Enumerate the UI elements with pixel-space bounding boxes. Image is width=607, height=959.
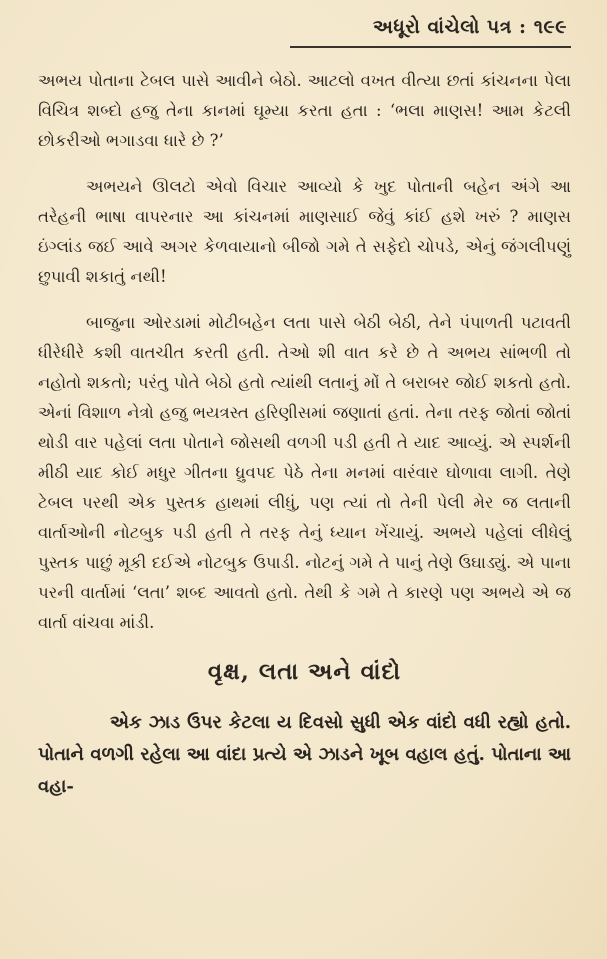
paragraph-2: અભયને ઊલટો એવો વિચાર આવ્યો કે ખુદ પોતાની બહેન અંગે આ તરેહની ભાષા વાપરનાર આ કાંચનમાં માણસાઈ જેવું કાંઈ હશે ખરું ? માણસ ઇંગ્લાંડ જઈ આવે અગર કેળવાયાનો બીજો ગમે તે સફેદો ચોપડે, એનું જંગલીપણું છુપાવી શકાતું નથી! <box>38 177 571 286</box>
story-opening-paragraph: એક ઝાડ ઉપર કેટલા ય દિવસો સુધી એક વાંદો વધી રહ્યો હતો. પોતાને વળગી રહેલા આ વાંદા પ્રત્યે એ ઝાડને ખૂબ વહાલ હતું. પોતાના આ વહા- <box>38 712 571 797</box>
header-rule <box>290 46 571 48</box>
running-header: અધૂરો વાંચેલો પત્ર : ૧૯૯ <box>372 16 567 38</box>
story-heading: વૃક્ષ, લતા અને વાંદો <box>207 658 402 685</box>
paragraph-1: અભય પોતાના ટેબલ પાસે આવીને બેઠો. આટલો વખત વીત્યા છતાં કાંચનના પેલા વિચિત્ર શબ્દો હજુ તેના કાનમાં ઘૂમ્યા કરતા હતા : ‘ભલા માણસ! આમ કેટલી છોકરીઓ ભગાડવા ધારે છે ?’ <box>38 71 571 150</box>
paragraph-3: બાજુના ઓરડામાં મોટીબહેન લતા પાસે બેઠી બેઠી, તેને પંપાળતી પટાવતી ધીરેધીરે કશી વાતચીત કરતી હતી. તેઓ શી વાત કરે છે તે અભય સાંભળી તો નહોતો શકતો; પરંતુ પોતે બેઠો હતો ત્યાંથી લતાનું મોં તે બરાબર જોઈ શકતો હતો. એનાં વિશાળ નેત્રો હજુ ભયત્રસ્ત હરિણીસમાં જણાતાં હતાં. તેના તરફ જોતાં જોતાં થોડી વાર પહેલાં લતા પોતાને જોસથી વળગી પડી હતી તે યાદ આવ્યું. એ સ્પર્શની મીઠી યાદ કોઈ મધુર ગીતના ધ્રુવપદ પેઠે તેના મનમાં વારંવાર ઘોળાવા લાગી. તેણે ટેબલ પરથી એક પુસ્તક હાથમાં લીધું, પણ ત્યાં તો તેની પેલી મેર જ લતાની વાર્તાઓની નોટબુક પડી હતી તે તરફ તેનું ધ્યાન ખેંચાયું. અભયે પહેલાં લીધેલું પુસ્તક પાછું મૂકી દઈએ નોટબુક ઉપાડી. નોટનું ગમે તે પાનું તેણે ઉઘાડ્યું. એ પાના પરની વાર્તામાં ‘લતા’ શબ્દ આવતો હતો. તેથી કે ગમે તે કારણે પણ અભયે એ જ વાર્તા વાંચવા માંડી. <box>38 313 571 632</box>
page-body <box>38 66 571 803</box>
